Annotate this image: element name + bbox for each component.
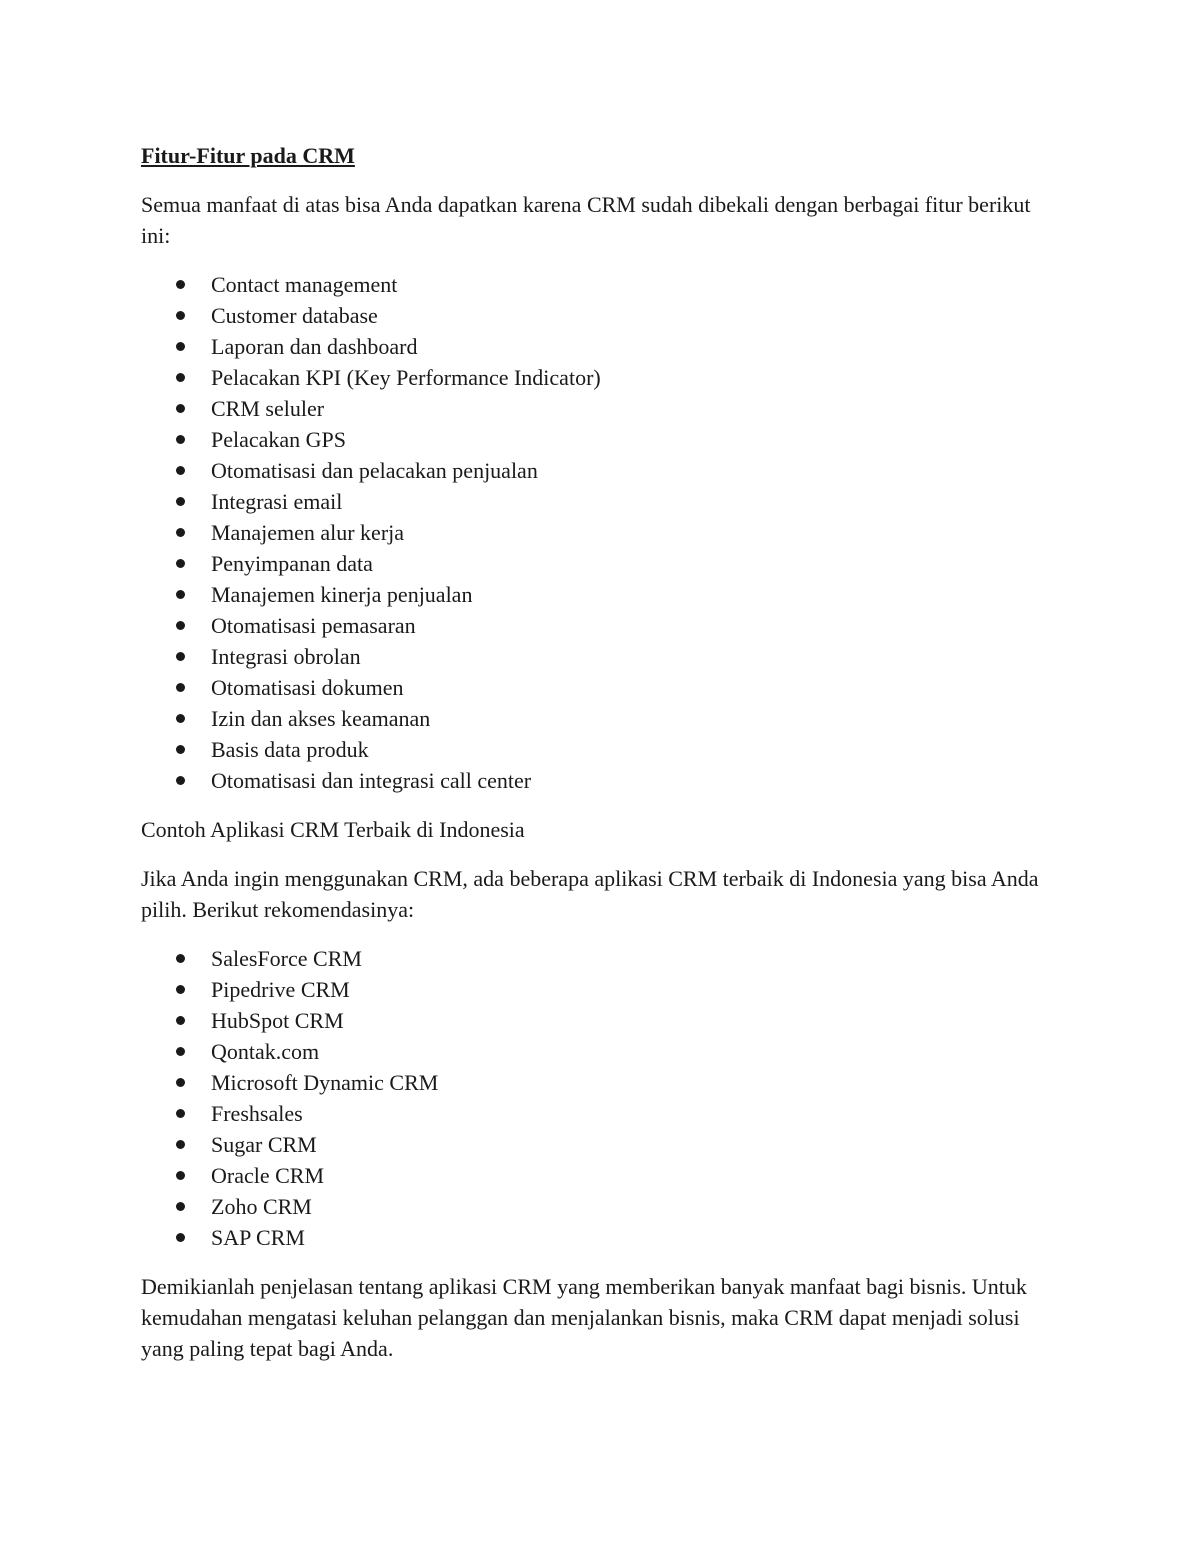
app-list [141,943,1061,1253]
list-item [141,1222,1061,1253]
list-item [141,734,1061,765]
list-item-text: Otomatisasi pemasaran [211,613,416,638]
document-content [141,140,1061,1382]
bullet-icon [176,683,185,692]
list-item [141,641,1061,672]
list-item [141,517,1061,548]
list-item-text: Izin dan akses keamanan [211,706,431,731]
list-item [141,548,1061,579]
list-item [141,300,1061,331]
list-item-text: Manajemen alur kerja [211,520,405,545]
list-item-text: Microsoft Dynamic CRM [211,1070,439,1095]
list-item [141,455,1061,486]
bullet-icon [176,1109,185,1118]
bullet-icon [176,1016,185,1025]
bullet-icon [176,497,185,506]
bullet-icon [176,559,185,568]
list-item-text: Penyimpanan data [211,551,373,576]
list-item [141,579,1061,610]
bullet-icon [176,311,185,320]
list-item-text: Qontak.com [211,1039,320,1064]
bullet-icon [176,280,185,289]
list-item [141,1191,1061,1222]
list-item [141,703,1061,734]
list-item-text: Oracle CRM [211,1163,325,1188]
list-item-text: Customer database [211,303,378,328]
bullet-icon [176,1171,185,1180]
bullet-icon [176,342,185,351]
list-item-text: Integrasi email [211,489,343,514]
bullet-icon [176,1140,185,1149]
bullet-icon [176,1202,185,1211]
list-item [141,486,1061,517]
list-item [141,424,1061,455]
bullet-icon [176,954,185,963]
list-item-text: Pelacakan KPI (Key Performance Indicator) [211,365,601,390]
list-item [141,672,1061,703]
bullet-icon [176,1078,185,1087]
list-item [141,610,1061,641]
feature-list [141,269,1061,796]
list-item [141,1067,1061,1098]
bullet-icon [176,652,185,661]
bullet-icon [176,528,185,537]
list-item [141,765,1061,796]
list-item [141,362,1061,393]
section-intro-paragraph: Jika Anda ingin menggunakan CRM, ada beberapa aplikasi CRM terbaik di Indonesia yang bisa Anda pilih. Berikut rekomendasinya: [141,866,1039,922]
list-item [141,1098,1061,1129]
list-item-text: Otomatisasi dokumen [211,675,404,700]
list-item-text: Integrasi obrolan [211,644,361,669]
bullet-icon [176,435,185,444]
bullet-icon [176,985,185,994]
list-item-text: Freshsales [211,1101,303,1126]
list-item-text: CRM seluler [211,396,325,421]
list-item-text: Pipedrive CRM [211,977,350,1002]
bullet-icon [176,590,185,599]
intro-paragraph: Semua manfaat di atas bisa Anda dapatkan karena CRM sudah dibekali dengan berbagai fitur berikut ini: [141,192,1031,248]
bullet-icon [176,776,185,785]
list-item-text: SalesForce CRM [211,946,362,971]
bullet-icon [176,404,185,413]
bullet-icon [176,466,185,475]
list-item-text: Pelacakan GPS [211,427,347,452]
list-item [141,1036,1061,1067]
list-item-text: Otomatisasi dan integrasi call center [211,768,532,793]
bullet-icon [176,1047,185,1056]
list-item [141,974,1061,1005]
list-item [141,1005,1061,1036]
list-item-text: Laporan dan dashboard [211,334,418,359]
list-item-text: HubSpot CRM [211,1008,344,1033]
list-item-text: Otomatisasi dan pelacakan penjualan [211,458,538,483]
list-item-text: SAP CRM [211,1225,305,1250]
bullet-icon [176,621,185,630]
list-item [141,393,1061,424]
list-item-text: Sugar CRM [211,1132,317,1157]
list-item [141,331,1061,362]
list-item [141,1160,1061,1191]
bullet-icon [176,1233,185,1242]
section-heading: Fitur-Fitur pada CRM [141,143,355,168]
conclusion-paragraph: Demikianlah penjelasan tentang aplikasi CRM yang memberikan banyak manfaat bagi bisnis. Untuk kemudahan mengatasi keluhan pelanggan dan menjalankan bisnis, maka CRM dapat menjadi solusi yang paling tepat bagi Anda. [141,1274,1027,1361]
list-item-text: Basis data produk [211,737,369,762]
list-item-text: Zoho CRM [211,1194,312,1219]
section-title: Contoh Aplikasi CRM Terbaik di Indonesia [141,817,525,842]
list-item-text: Manajemen kinerja penjualan [211,582,473,607]
list-item [141,943,1061,974]
list-item [141,1129,1061,1160]
bullet-icon [176,373,185,382]
bullet-icon [176,745,185,754]
list-item [141,269,1061,300]
bullet-icon [176,714,185,723]
list-item-text: Contact management [211,272,398,297]
